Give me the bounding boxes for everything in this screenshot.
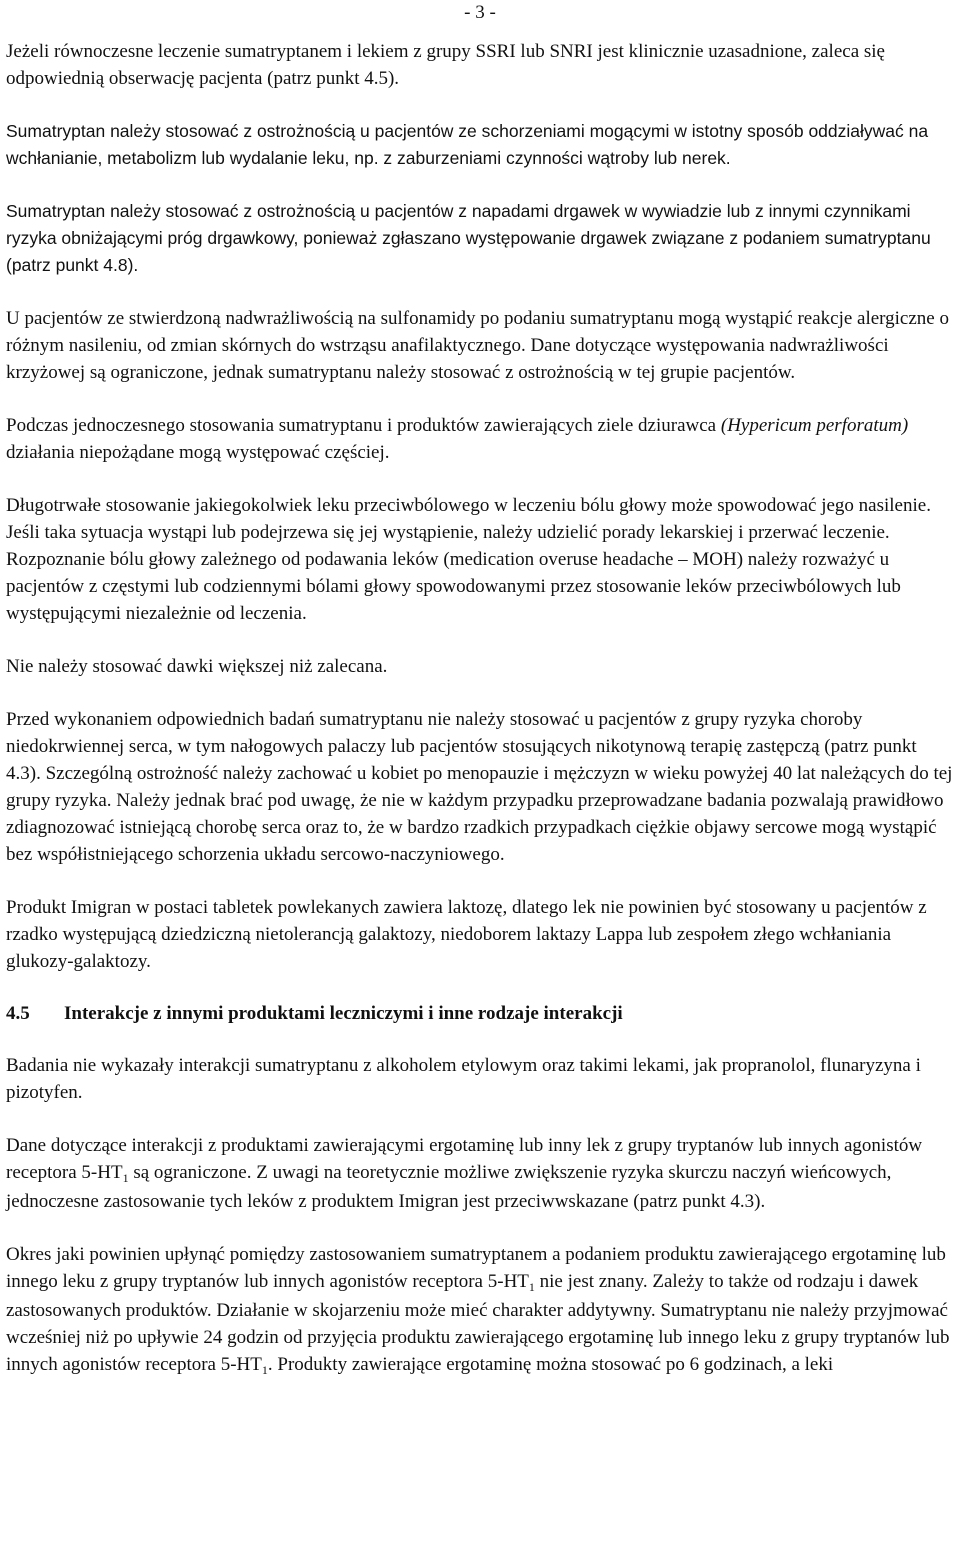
paragraph-interval (6, 1241, 956, 1380)
paragraph-sulfonamide-hypersensitivity: U pacjentów ze stwierdzoną nadwrażliwością na sulfonamidy po podaniu sumatryptanu mogą wystąpić reakcje alergiczne o różnym nasileniu, od zmian skórnych do wstrząsu anafilaktycznego. Dane dotyczące występowania nadwrażliwości krzyżowej są ograniczone, jednak sumatryptanu należy stosować z ostrożnością w tej grupie pacjentów. (6, 308, 949, 383)
paragraph-hypericum-latin-name: (Hypericum perforatum) (720, 415, 909, 436)
paragraph-hepatic-renal: Sumatryptan należy stosować z ostrożnością u pacjentów ze schorzeniami mogącymi w istotny sposób oddziaływać na wchłanianie, metabolizm lub wydalanie leku, np. z zaburzeniami czynności wątroby lub nerek. (6, 121, 929, 168)
section-title: Interakcje z innymi produktami leczniczymi i inne rodzaje interakcji (64, 1003, 623, 1024)
paragraph-medication-overuse: Długotrwałe stosowanie jakiegokolwiek leku przeciwbólowego w leczeniu bólu głowy może spowodować jego nasilenie. Jeśli taka sytuacja wystąpi lub podejrzewa się jej wystąpienie, należy udzielić porady lekarskiej i przerwać leczenie. Rozpoznanie bólu głowy zależnego od podawania leków (medication overuse headache – MOH) należy rozważyć u pacjentów z częstymi lub codziennymi bólami głowy spowodowanymi przez stosowanie leków przeciwbólowych lub występującymi niezależnie od leczenia. (6, 495, 931, 624)
paragraph-lactose: Produkt Imigran w postaci tabletek powlekanych zawiera laktozę, dlatego lek nie powinien być stosowany u pacjentów z rzadko występującą dziedziczną nietolerancją galaktozy, niedoborem laktazy Lappa lub zespołem złego wchłaniania glukozy-galaktozy. (6, 897, 927, 972)
section-number: 4.5 (6, 1003, 30, 1024)
paragraph-ergotamine-text-a: Dane dotyczące interakcji z produktami zawierającymi ergotaminę lub inny lek z grupy tryptanów lub innych agonistów receptora 5-HT (6, 1135, 923, 1183)
paragraph-hypericum (6, 412, 956, 466)
document-body (6, 38, 956, 1406)
paragraph-interval-text-b: nie jest znany. Zależy to także od rodzaju i dawek zastosowanych produktów. Działanie w skojarzeniu może mieć charakter addytywny. Sumatryptanu nie należy przyjmować wcześniej niż po upływie 24 godzin od przyjęcia produktu zawierającego ergotaminę lub innego leku z grupy tryptanów lub innych agonistów receptora 5-HT (6, 1271, 950, 1375)
paragraph-hypericum-text-a: Podczas jednoczesnego stosowania sumatryptanu i produktów zawierających ziele dziurawca (6, 415, 721, 436)
paragraph-seizures: Sumatryptan należy stosować z ostrożnością u pacjentów z napadami drgawek w wywiadzie lub z innymi czynnikami ryzyka obniżającymi próg drgawkowy, ponieważ zgłaszano występowanie drgawek związane z podaniem sumatryptanu (patrz punkt 4.8). (6, 201, 931, 275)
paragraph-max-dose: Nie należy stosować dawki większej niż zalecana. (6, 656, 388, 677)
receptor-subscript: 1 (528, 1280, 535, 1294)
paragraph-alcohol-interactions: Badania nie wykazały interakcji sumatryptanu z alkoholem etylowym oraz takimi lekami, jak propranolol, flunaryzyna i pizotyfen. (6, 1055, 921, 1103)
paragraph-ssri-snri: Jeżeli równoczesne leczenie sumatryptanem i lekiem z grupy SSRI lub SNRI jest klinicznie uzasadnione, zaleca się odpowiednią obserwację pacjenta (patrz punkt 4.5). (6, 41, 885, 89)
paragraph-hypericum-text-b: działania niepożądane mogą występować częściej. (6, 442, 390, 463)
page-number: - 3 - (464, 2, 496, 23)
section-heading (6, 1000, 956, 1027)
receptor-subscript: 1 (261, 1363, 268, 1377)
paragraph-ergotamine-interactions (6, 1132, 956, 1215)
paragraph-interval-text-a: Okres jaki powinien upłynąć pomiędzy zastosowaniem sumatryptanem a podaniem produktu zawierającego ergotaminę lub innego leku z grupy tryptanów lub innych agonistów receptora 5-HT (6, 1244, 946, 1292)
paragraph-cardiac-risk: Przed wykonaniem odpowiednich badań sumatryptanu nie należy stosować u pacjentów z grupy ryzyka choroby niedokrwiennej serca, w tym nałogowych palaczy lub pacjentów stosujących nikotynową terapię zastępczą (patrz punkt 4.3). Szczególną ostrożność należy zachować u kobiet po menopauzie i mężczyzn w wieku powyżej 40 lat należących do tej grupy ryzyka. Należy jednak brać pod uwagę, że nie w każdym przypadku przeprowadzane badania pozwalają prawidłowo zdiagnozować istniejącą chorobę serca oraz to, że w bardzo rzadkich przypadkach ciężkie objawy sercowe mogą wystąpić bez współistniejącego schorzenia układu sercowo-naczyniowego. (6, 709, 953, 865)
paragraph-ergotamine-text-b: są ograniczone. Z uwagi na teoretycznie możliwe zwiększenie ryzyka skurczu naczyń wieńcowych, jednoczesne zastosowanie tych leków z produktem Imigran jest przeciwwskazane (patrz punkt 4.3). (6, 1162, 892, 1212)
paragraph-interval-text-c: . Produkty zawierające ergotaminę można stosować po 6 godzinach, a leki (267, 1354, 834, 1375)
receptor-subscript: 1 (122, 1171, 129, 1185)
